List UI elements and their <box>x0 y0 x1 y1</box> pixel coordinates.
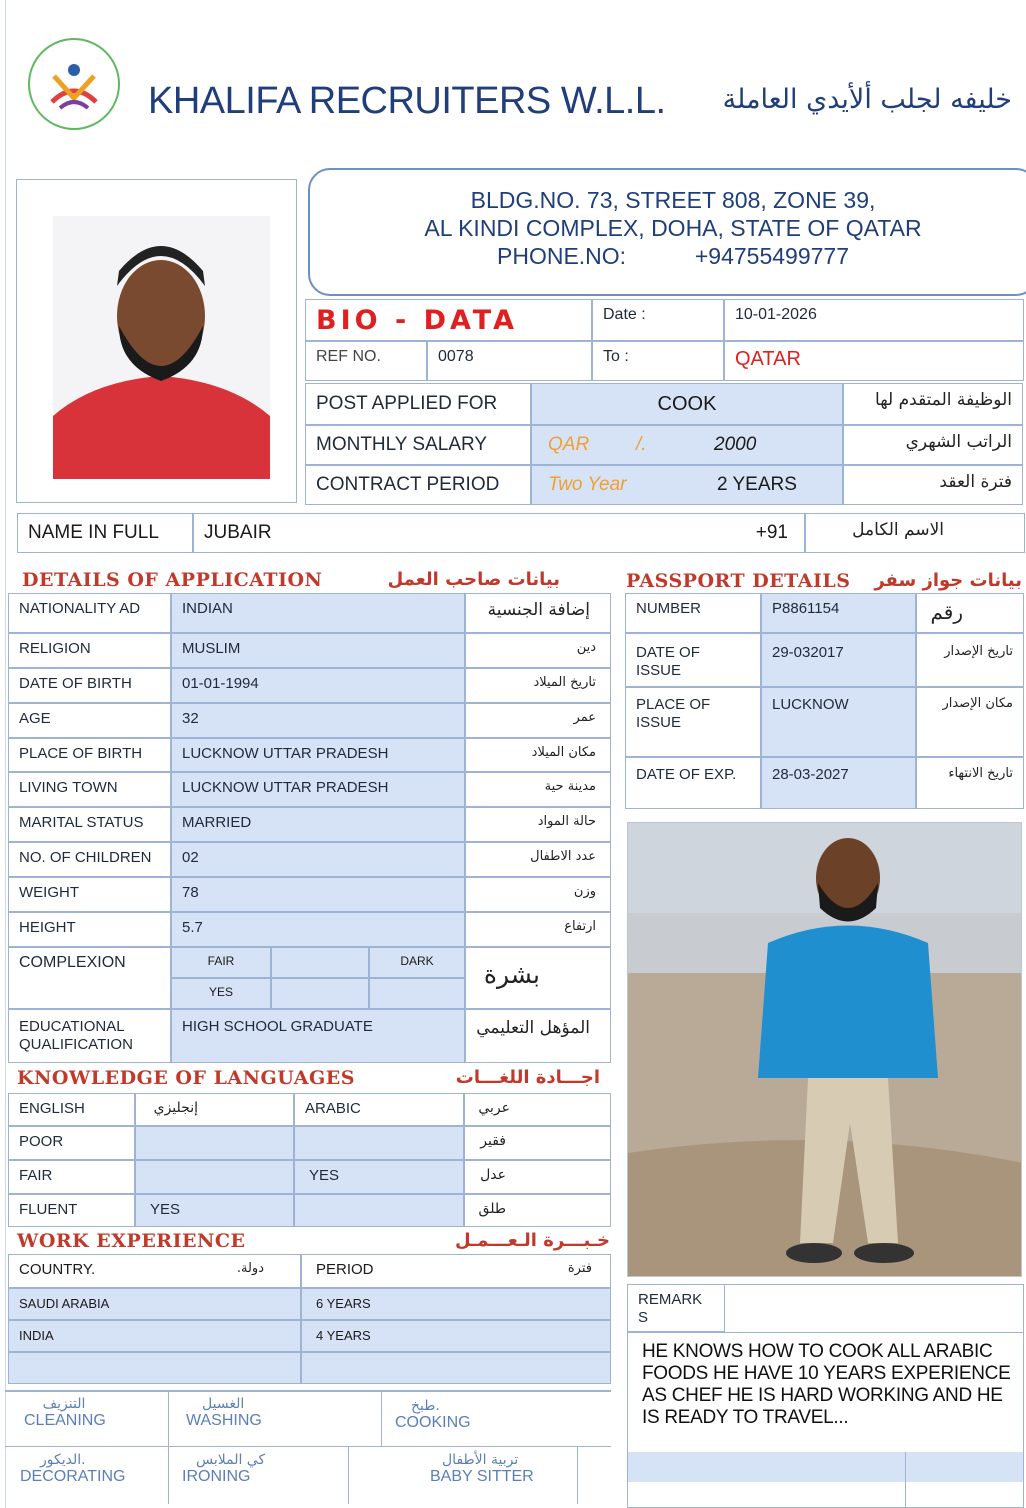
skill-washing <box>186 1396 326 1430</box>
lang-poor: POOR <box>8 1126 135 1160</box>
skill-babysitter <box>430 1452 570 1486</box>
company-name-ar: خليفه لجلب ألأيدي العاملة <box>722 84 1012 115</box>
salary-separator: /. <box>636 434 647 455</box>
passport-issue-place-label <box>625 687 761 757</box>
lang-fair-arabic: YES <box>294 1160 464 1194</box>
lang-fluent: FLUENT <box>8 1194 135 1227</box>
name-cell <box>193 513 805 553</box>
skill-cleaning <box>24 1396 164 1430</box>
application-title-ar: بيانات صاحب العمل <box>387 569 560 590</box>
salary-currency: QAR <box>548 434 590 455</box>
skills-divider-3 <box>348 1446 349 1504</box>
passport-title-ar: بيانات جواز سفر <box>874 570 1022 591</box>
application-row-value: 32 <box>171 703 465 738</box>
education-label <box>8 1009 171 1063</box>
passport-number-value: P8861154 <box>761 593 916 633</box>
passport-issue-date-label <box>625 633 761 687</box>
education-label-1: EDUCATIONAL <box>19 1018 125 1035</box>
skill-washing-ar: الغسيل <box>202 1396 245 1412</box>
skill-cleaning-ar: التنزيف <box>42 1396 86 1412</box>
post-label: POST APPLIED FOR <box>305 383 531 425</box>
application-row-value: 78 <box>171 877 465 912</box>
work-period-label: PERIOD <box>316 1261 374 1278</box>
application-row-label: MARITAL STATUS <box>8 807 171 842</box>
passport-issue-date-ar: تاريخ الإصدار <box>916 633 1024 687</box>
phone-value: +94755499777 <box>694 243 849 269</box>
phone-line <box>310 242 1026 270</box>
lang-arabic: ARABIC <box>294 1093 464 1126</box>
work-empty-period <box>301 1352 611 1384</box>
work-period-ar: فترة <box>567 1261 592 1276</box>
skill-cooking-ar: طبخ. <box>411 1398 440 1414</box>
work-row-period: 6 YEARS <box>301 1288 611 1320</box>
languages-title-ar: اجـــادة اللغـــات <box>455 1067 600 1088</box>
logo-figure-icon <box>30 40 118 128</box>
passport-issue-place-value: LUCKNOW <box>761 687 916 757</box>
complexion-label-ar: بشرة <box>465 947 611 1009</box>
complexion-dark: DARK <box>369 947 465 978</box>
passport-number-ar: رقم <box>916 593 1024 633</box>
work-country-ar: دولة. <box>236 1261 264 1276</box>
application-row-label: LIVING TOWN <box>8 772 171 807</box>
page-border <box>5 0 6 1508</box>
lang-fluent-english: YES <box>135 1194 294 1227</box>
contract-cell <box>531 465 843 505</box>
company-name-en: KHALIFA RECRUITERS W.L.L. <box>148 80 666 122</box>
application-row-label: HEIGHT <box>8 912 171 947</box>
complexion-mid <box>271 947 369 978</box>
remarks-label-underline <box>627 1332 1024 1333</box>
lang-poor-arabic <box>294 1126 464 1160</box>
contract-label-ar: فترة العقد <box>843 465 1023 505</box>
work-country-header <box>8 1254 301 1288</box>
application-row-label: NATIONALITY AD <box>8 593 171 633</box>
skill-cooking-en: COOKING <box>395 1414 471 1431</box>
work-period-header <box>301 1254 611 1288</box>
biodata-title: BIO - DATA <box>316 305 519 336</box>
profile-photo <box>53 216 270 479</box>
issue-date-label-1: DATE OF <box>636 644 700 661</box>
remarks-label-2: S <box>638 1309 649 1326</box>
application-row-label-ar: تاريخ الميلاد <box>465 668 611 703</box>
full-body-photo <box>627 822 1022 1277</box>
application-row-label: DATE OF BIRTH <box>8 668 171 703</box>
work-row-period: 4 YEARS <box>301 1320 611 1352</box>
passport-exp-label: DATE OF EXP. <box>625 757 761 809</box>
remarks-label <box>627 1284 725 1332</box>
name-value: JUBAIR <box>204 522 272 543</box>
profile-photo-frame <box>16 179 297 503</box>
work-empty-country <box>8 1352 301 1384</box>
work-country-label: COUNTRY. <box>19 1261 96 1278</box>
skill-cleaning-en: CLEANING <box>24 1412 106 1429</box>
skills-divider-2 <box>381 1392 382 1446</box>
application-row-value: MARRIED <box>171 807 465 842</box>
salary-value: 2000 <box>714 434 757 455</box>
passport-title: PASSPORT DETAILS <box>626 570 851 592</box>
passport-issue-place-ar: مكان الإصدار <box>916 687 1024 757</box>
post-label-ar: الوظيفة المتقدم لها <box>843 383 1023 425</box>
application-row-label-ar: وزن <box>465 877 611 912</box>
remarks-footer-bar <box>628 1452 1023 1482</box>
remarks-text: HE KNOWS HOW TO COOK ALL ARABIC FOODS HE HAVE 10 YEARS EXPERIENCE AS CHEF HE IS HARD WORKING AND HE IS READY TO TRAVEL... <box>642 1341 1011 1428</box>
skill-babysitter-en: BABY SITTER <box>430 1468 534 1485</box>
application-row-value: 01-01-1994 <box>171 668 465 703</box>
skills-divider-1 <box>168 1392 169 1504</box>
issue-date-label-2: ISSUE <box>636 662 682 679</box>
salary-label-ar: الراتب الشهري <box>843 425 1023 465</box>
complexion-label: COMPLEXION <box>8 947 171 1009</box>
skill-ironing-ar: كي الملابس <box>196 1452 266 1468</box>
work-row-country: INDIA <box>8 1320 301 1352</box>
issue-place-label-2: ISSUE <box>636 714 682 731</box>
passport-issue-date-value: 29-032017 <box>761 633 916 687</box>
application-row-label-ar: مدينة حية <box>465 772 611 807</box>
name-label-ar: الاسم الكامل <box>805 513 1025 553</box>
application-row-label-ar: ارتفاع <box>465 912 611 947</box>
lang-poor-ar: فقير <box>464 1126 611 1160</box>
lang-fair: FAIR <box>8 1160 135 1194</box>
biodata-title-cell <box>305 299 592 341</box>
address-line-2: AL KINDI COMPLEX, DOHA, STATE OF QATAR <box>424 215 922 241</box>
complexion-empty-1 <box>271 978 369 1009</box>
lang-fair-ar: عدل <box>464 1160 611 1194</box>
contract-label: CONTRACT PERIOD <box>305 465 531 505</box>
address-box <box>308 168 1026 296</box>
to-value: QATAR <box>724 341 1024 381</box>
application-row-label: RELIGION <box>8 633 171 668</box>
name-label: NAME IN FULL <box>17 513 193 553</box>
application-row-value: INDIAN <box>171 593 465 633</box>
date-value: 10-01-2026 <box>724 299 1024 341</box>
application-title: DETAILS OF APPLICATION <box>22 569 323 591</box>
application-row-value: MUSLIM <box>171 633 465 668</box>
skill-babysitter-ar: تربية الأطفال <box>442 1452 519 1468</box>
education-label-2: QUALIFICATION <box>19 1036 133 1053</box>
application-row-label-ar: دين <box>465 633 611 668</box>
application-row-label: NO. OF CHILDREN <box>8 842 171 877</box>
remarks-footer-divider <box>905 1452 906 1508</box>
lang-fair-english <box>135 1160 294 1194</box>
passport-exp-ar: تاريخ الانتهاء <box>916 757 1024 809</box>
skill-decorating-ar: الديكور. <box>40 1452 86 1468</box>
application-row-label-ar: عمر <box>465 703 611 738</box>
skill-cooking <box>395 1398 535 1432</box>
complexion-fair: FAIR <box>171 947 271 978</box>
complexion-yes: YES <box>171 978 271 1009</box>
name-code: +91 <box>755 522 788 543</box>
application-row-label-ar: حالة المواد <box>465 807 611 842</box>
education-value: HIGH SCHOOL GRADUATE <box>171 1009 465 1063</box>
application-row-value: LUCKNOW UTTAR PRADESH <box>171 738 465 772</box>
work-title: WORK EXPERIENCE <box>17 1230 246 1252</box>
ref-value: 0078 <box>427 341 592 381</box>
work-row-country: SAUDI ARABIA <box>8 1288 301 1320</box>
salary-label: MONTHLY SALARY <box>305 425 531 465</box>
lang-poor-english <box>135 1126 294 1160</box>
skills-row-divider <box>5 1446 611 1447</box>
application-row-label-ar: إضافة الجنسية <box>465 593 611 633</box>
languages-title: KNOWLEDGE OF LANGUAGES <box>17 1067 355 1089</box>
contract-value: 2 YEARS <box>717 474 797 495</box>
skill-ironing <box>182 1452 332 1486</box>
to-label: To : <box>592 341 724 381</box>
lang-fluent-ar: طلق <box>464 1194 611 1227</box>
education-label-ar: المؤهل التعليمي <box>465 1009 611 1063</box>
passport-exp-value: 28-03-2027 <box>761 757 916 809</box>
application-row-label-ar: عدد الاطفال <box>465 842 611 877</box>
application-row-value: LUCKNOW UTTAR PRADESH <box>171 772 465 807</box>
complexion-empty-2 <box>369 978 465 1009</box>
application-row-value: 5.7 <box>171 912 465 947</box>
lang-english-ar: إنجليزي <box>135 1093 294 1126</box>
application-row-label-ar: مكان الميلاد <box>465 738 611 772</box>
skills-divider-4 <box>577 1446 578 1504</box>
lang-arabic-ar: عربي <box>464 1093 611 1126</box>
contract-hint: Two Year <box>548 474 627 495</box>
company-logo <box>28 38 120 130</box>
ref-label: REF NO. <box>305 341 427 381</box>
work-title-ar: خـبـــرة الـعـــمـل <box>454 1230 610 1251</box>
application-row-label: AGE <box>8 703 171 738</box>
lang-fluent-arabic <box>294 1194 464 1227</box>
address-line-1: BLDG.NO. 73, STREET 808, ZONE 39, <box>470 187 876 213</box>
skill-washing-en: WASHING <box>186 1412 262 1429</box>
skill-ironing-en: IRONING <box>182 1468 251 1485</box>
issue-place-label-1: PLACE OF <box>636 696 711 713</box>
post-value: COOK <box>531 383 843 425</box>
date-label: Date : <box>592 299 724 341</box>
skill-decorating-en: DECORATING <box>20 1468 126 1485</box>
passport-number-label: NUMBER <box>625 593 761 633</box>
lang-english: ENGLISH <box>8 1093 135 1126</box>
remarks-label-1: REMARK <box>638 1291 703 1308</box>
salary-cell <box>531 425 843 465</box>
application-row-label: PLACE OF BIRTH <box>8 738 171 772</box>
skill-decorating <box>20 1452 160 1486</box>
application-row-value: 02 <box>171 842 465 877</box>
phone-label: PHONE.NO: <box>497 243 627 269</box>
application-row-label: WEIGHT <box>8 877 171 912</box>
